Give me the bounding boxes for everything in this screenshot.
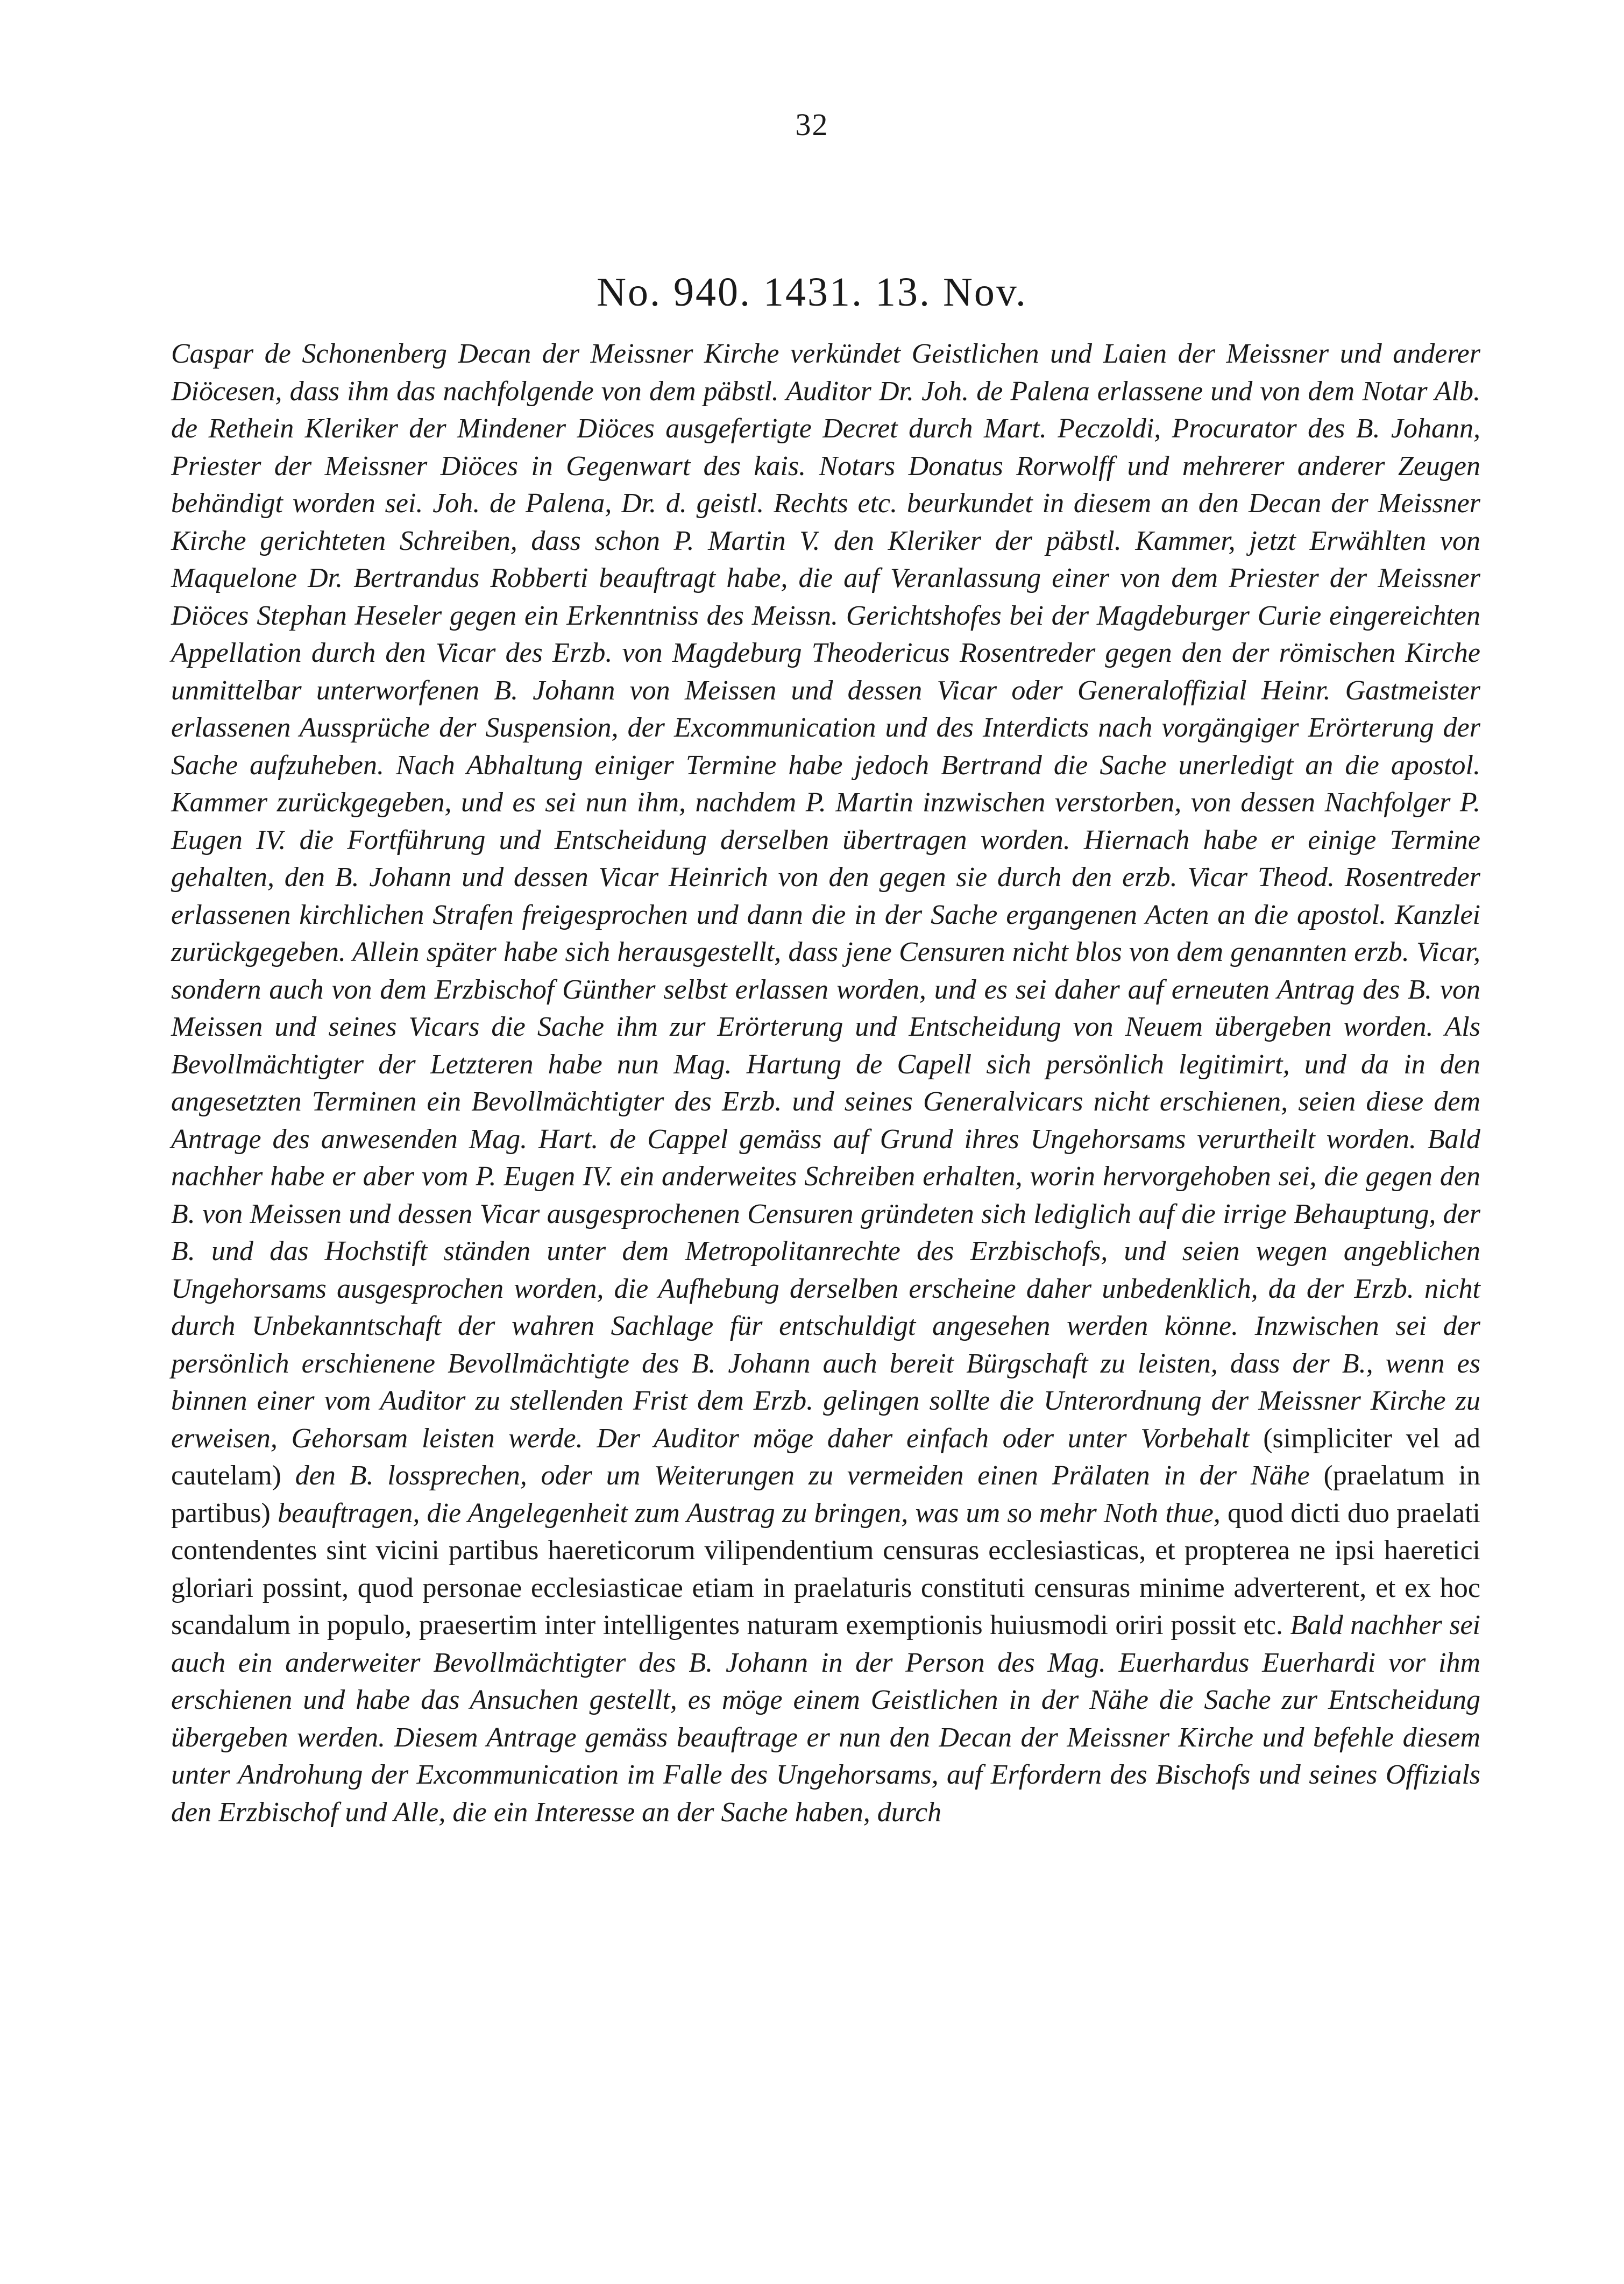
text-segment-german-1: Caspar de Schonenberg Decan der Meissner Kirche verkündet Geistlichen und Laien der Meissner und anderer Diöcesen, dass ihm das nachfolgende von dem päbstl. Auditor Dr. Joh. de Palena erlassene und von dem Notar Alb. de Rethein Kleriker der Mindener Diöces ausgefertigte Decret durch Mart. Peczoldi, Procurator des B. Johann, Priester der Meissner Diöces in Gegenwart des kais. Notars Donatus Rorwolff und mehrerer anderer Zeugen behändigt worden sei. Joh. de Palena, Dr. d. geistl. Rechts etc. beurkundet in diesem an den Decan der Meissner Kirche gerichteten Schreiben, dass schon P. Martin V. den Kleriker der päbstl. Kammer, jetzt Erwählten von Maquelone Dr. Bertrandus Robberti beauftragt habe, die auf Veranlassung einer von dem Priester der Meissner Diöces Stephan Heseler gegen ein Erkenntniss des Meissn. Gerichtshofes bei der Magdeburger Curie eingereichten Appellation durch den Vicar des Erzb. von Magdeburg Theodericus Rosentreder gegen den der römischen Kirche unmittelbar unterworfenen B. Johann von Meissen und dessen Vicar oder Generaloffizial Heinr. Gastmeister erlassenen Aussprüche der Suspension, der Excommunication und des Interdicts nach vorgängiger Erörterung der Sache aufzuheben. Nach Abhaltung einiger Termine habe jedoch Bertrand die Sache unerledigt an die apostol. Kammer zurückgegeben, und es sei nun ihm, nachdem P. Martin inzwischen verstorben, von dessen Nachfolger P. Eugen IV. die Fortführung und Entscheidung derselben übertragen worden. Hiernach habe er einige Termine gehalten, den B. Johann und dessen Vicar Heinrich von den gegen sie durch den erzb. Vicar Theod. Rosentreder erlassenen kirchlichen Strafen freigesprochen und dann die in der Sache ergangenen Acten an die apostol. Kanzlei zurückgegeben. Allein später habe sich herausgestellt, dass jene Censuren nicht blos von dem genannten erzb. Vicar, sondern auch von dem Erzbischof Günther selbst erlassen worden, und es sei daher auf erneuten Antrag des B. von Meissen und seines Vicars die Sache ihm zur Erörterung und Entscheidung von Neuem übergeben worden. Als Bevollmächtigter der Letzteren habe nun Mag. Hartung de Capell sich persönlich legitimirt, und da in den angesetzten Terminen ein Bevollmächtigter des Erzb. und seines Generalvicars nicht erschienen, seien diese dem Antrage des anwesenden Mag. Hart. de Cappel gemäss auf Grund ihres Ungehorsams verurtheilt worden. Bald nachher habe er aber vom P. Eugen IV. ein anderweites Schreiben erhalten, worin hervorgehoben sei, die gegen den B. von Meissen und dessen Vicar ausgesprochenen Censuren gründeten sich lediglich auf die irrige Behauptung, der B. und das Hochstift ständen unter dem Metropolitanrechte des Erzbischofs, und seien wegen angeblichen Ungehorsams ausgesprochen worden, die Aufhebung derselben erscheine daher unbedenklich, da der Erzb. nicht durch Unbekanntschaft der wahren Sachlage für entschuldigt angesehen werden könne. Inzwischen sei der persönlich erschienene Bevollmächtigte des B. Johann auch bereit Bürgschaft zu leisten, dass der B., wenn es binnen einer vom Auditor zu stellenden Frist dem Erzb. gelingen sollte die Unterordnung der Meissner Kirche zu erweisen, Gehorsam leisten werde. Der Auditor möge daher einfach oder unter Vorbehalt xyxy=(171,338,1480,1454)
text-segment-german-2: den B. lossprechen, oder um Weiterungen zu vermeiden einen Prälaten in der Nähe xyxy=(281,1460,1324,1491)
page-number: 32 xyxy=(795,107,829,142)
document-heading: No. 940. 1431. 13. Nov. xyxy=(597,270,1027,315)
text-segment-german-3: beauftragen, die Angelegenheit zum Austrag zu bringen, was um so mehr Noth thue, xyxy=(270,1497,1228,1529)
text-segment-latin-3: quod dicti duo praelati contendentes sint vicini partibus haereticorum vilipendentium censuras ecclesiasticas, et propterea ne ipsi haeretici gloriari possint, quod personae ecclesiasticae etiam in praelaturis constituti censuras minime adverterent, et ex hoc scandalum in populo, praesertim inter intelligentes naturam exemptionis huiusmodi oriri possit etc. xyxy=(171,1497,1480,1640)
text-segment-latin-2: (praelatum in partibus) xyxy=(171,1460,1481,1529)
text-segment-german-4: Bald nachher sei auch ein anderweiter Bevollmächtigter des B. Johann in der Person des Mag. Euerhardus Euerhardi vor ihm erschienen und habe das Ansuchen gestellt, es möge einem Geistlichen in der Nähe die Sache zur Entscheidung übergeben werden. Diesem Antrage gemäss beauftrage er nun den Decan der Meissner Kirche und befehle diesem unter Androhung der Excommunication im Falle des Ungehorsams, auf Erfordern des Bischofs und seines Offizials den Erzbischof und Alle, die ein Interesse an der Sache haben, durch xyxy=(171,1610,1480,1828)
body-paragraph xyxy=(171,335,1480,1831)
text-segment-latin-1: (simpliciter vel ad cautelam) xyxy=(171,1423,1480,1491)
